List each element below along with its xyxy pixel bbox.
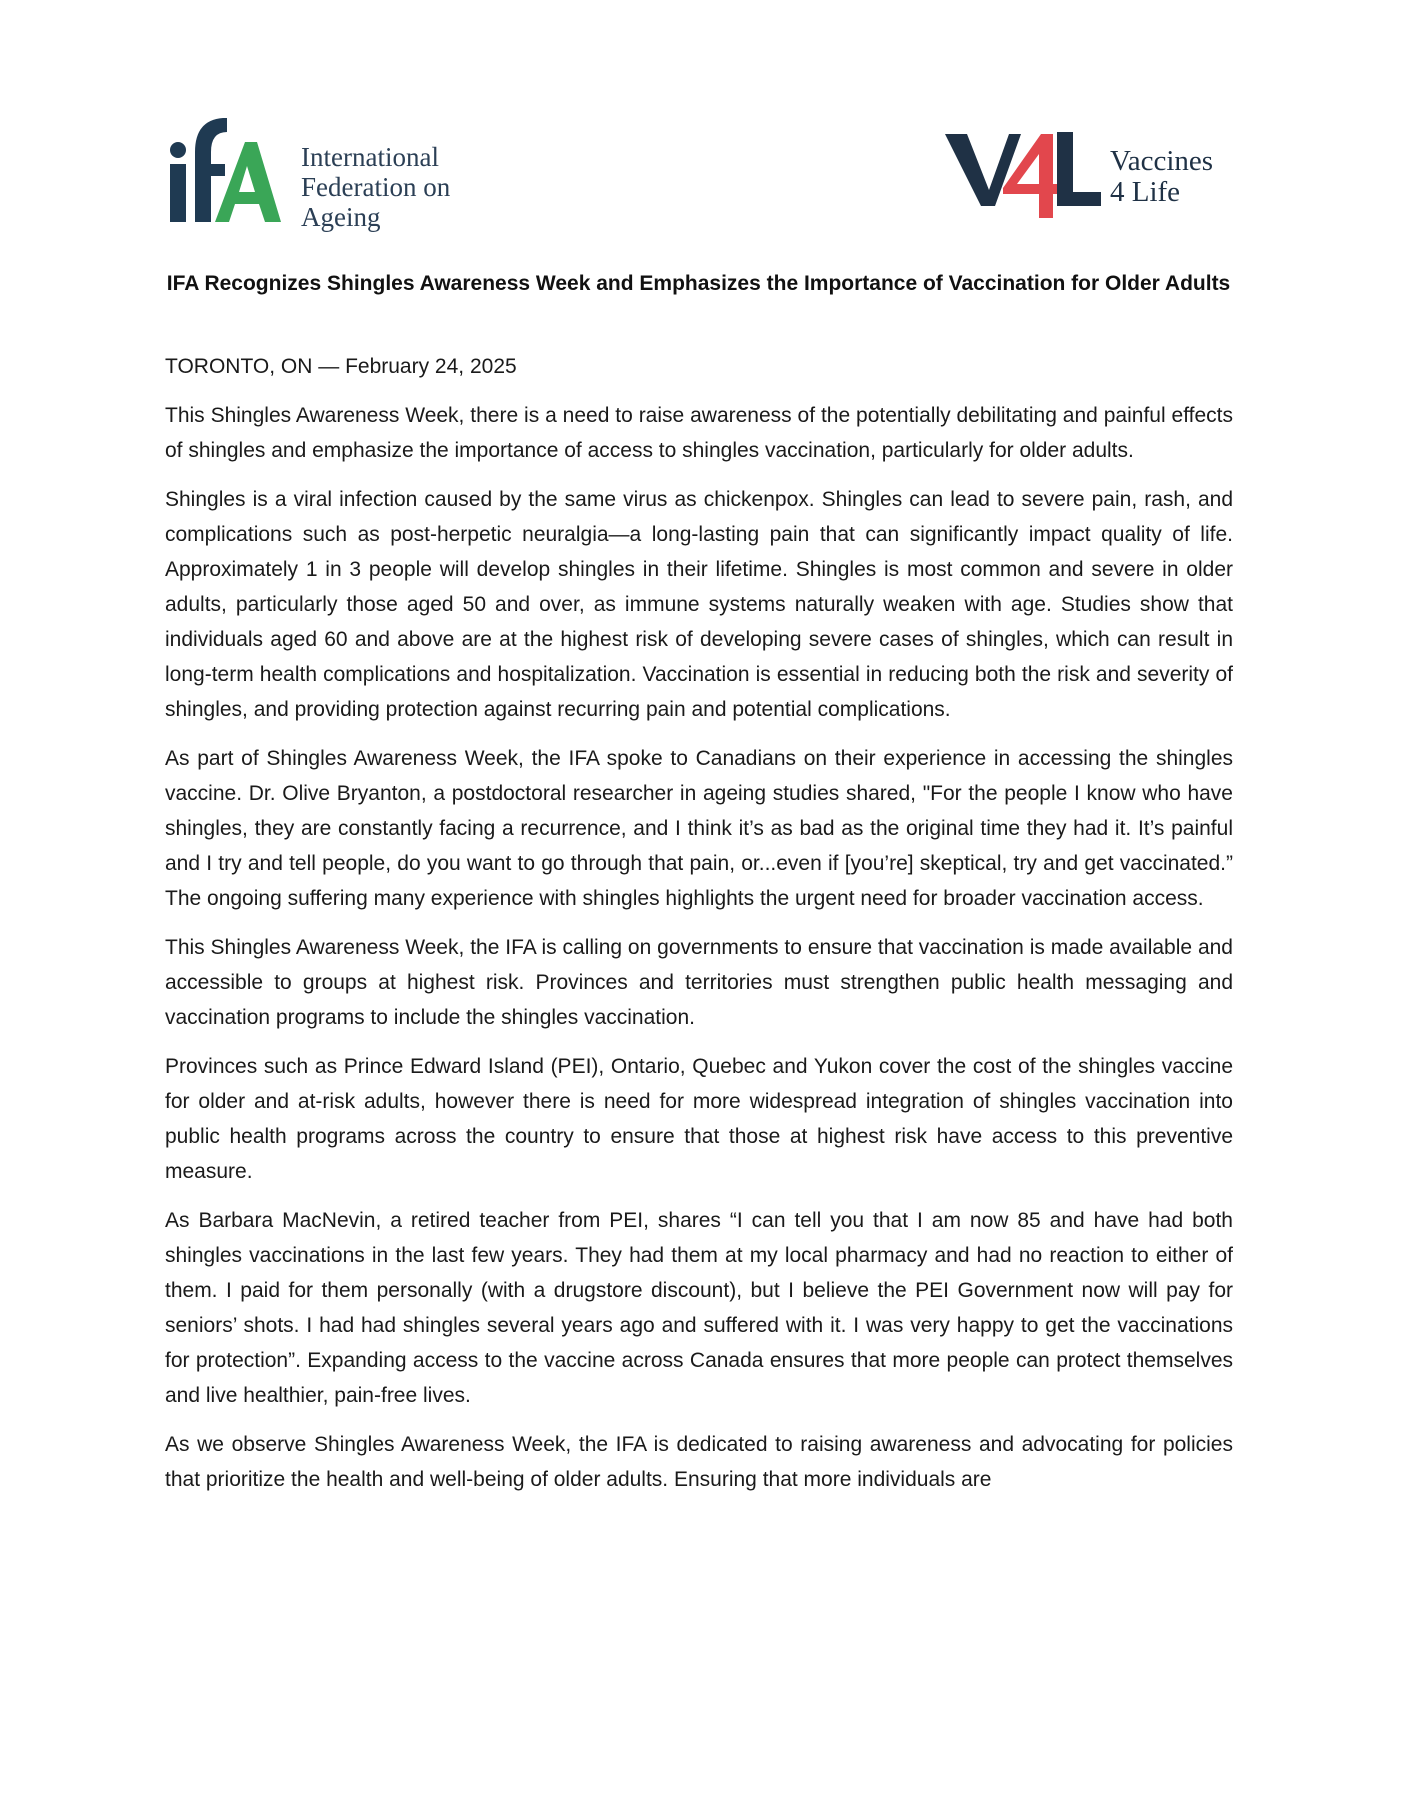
document-body xyxy=(165,349,1233,1497)
paragraph-7: As we observe Shingles Awareness Week, the IFA is dedicated to raising awareness and advocating for policies that prioritize the health and well-being of older adults. Ensuring that more individuals are xyxy=(165,1433,1233,1491)
paragraph-4: This Shingles Awareness Week, the IFA is calling on governments to ensure that vaccination is made available and accessible to groups at highest risk. Provinces and territories must strengthen public health messaging and vaccination programs to include the shingles vaccination. xyxy=(165,936,1233,1029)
ifa-line-3: Ageing xyxy=(301,202,381,232)
v4l-logo-icon xyxy=(945,128,1105,223)
v4l-wordmark xyxy=(1110,146,1213,208)
ifa-wordmark xyxy=(301,142,450,232)
ifa-logo-icon xyxy=(165,112,295,230)
paragraph-3: As part of Shingles Awareness Week, the IFA spoke to Canadians on their experience in accessing the shingles vaccine. Dr. Olive Bryanton, a postdoctoral researcher in ageing studies shared, "For the people I know who have shingles, they are constantly facing a recurrence, and I think it’s as bad as the original time they had it. It’s painful and I try and tell people, do you want to go through that pain, or...even if [you’re] skeptical, try and get vaccinated.” The ongoing suffering many experience with shingles highlights the urgent need for broader vaccination access. xyxy=(165,747,1233,910)
v4l-line-1: Vaccines xyxy=(1110,145,1214,177)
ifa-line-2: Federation on xyxy=(301,172,451,202)
paragraph-6: As Barbara MacNevin, a retired teacher from PEI, shares “I can tell you that I am now 85 and have had both shingles vaccinations in the last few years. They had them at my local pharmacy and had no reaction to either of them. I paid for them personally (with a drugstore discount), but I believe the PEI Government now will pay for seniors’ shots. I had had shingles several years ago and suffered with it. I was very happy to get the vaccinations for protection”. Expanding access to the vaccine across Canada ensures that more people can protect themselves and live healthier, pain-free lives. xyxy=(165,1209,1233,1407)
ifa-line-1: International xyxy=(301,142,439,172)
headline: IFA Recognizes Shingles Awareness Week and Emphasizes the Importance of Vaccination for Older Adults xyxy=(166,272,1231,295)
paragraph-5: Provinces such as Prince Edward Island (PEI), Ontario, Quebec and Yukon cover the cost of the shingles vaccine for older and at-risk adults, however there is need for more widespread integration of shingles vaccination into public health programs across the country to ensure that those at highest risk have access to this preventive measure. xyxy=(165,1055,1233,1183)
ifa-logo xyxy=(165,112,465,232)
v4l-line-2: 4 Life xyxy=(1110,176,1181,208)
paragraph-1: This Shingles Awareness Week, there is a need to raise awareness of the potentially debilitating and painful effects of shingles and emphasize the importance of access to shingles vaccination, particularly for older adults. xyxy=(165,404,1233,462)
paragraph-2: Shingles is a viral infection caused by the same virus as chickenpox. Shingles can lead to severe pain, rash, and complications such as post-herpetic neuralgia—a long-lasting pain that can significantly impact quality of life. Approximately 1 in 3 people will develop shingles in their lifetime. Shingles is most common and severe in older adults, particularly those aged 50 and over, as immune systems naturally weaken with age. Studies show that individuals aged 60 and above are at the highest risk of developing severe cases of shingles, which can result in long-term health complications and hospitalization. Vaccination is essential in reducing both the risk and severity of shingles, and providing protection against recurring pain and potential complications. xyxy=(165,488,1233,721)
dateline: TORONTO, ON — February 24, 2025 xyxy=(165,355,517,378)
v4l-logo xyxy=(945,128,1235,228)
